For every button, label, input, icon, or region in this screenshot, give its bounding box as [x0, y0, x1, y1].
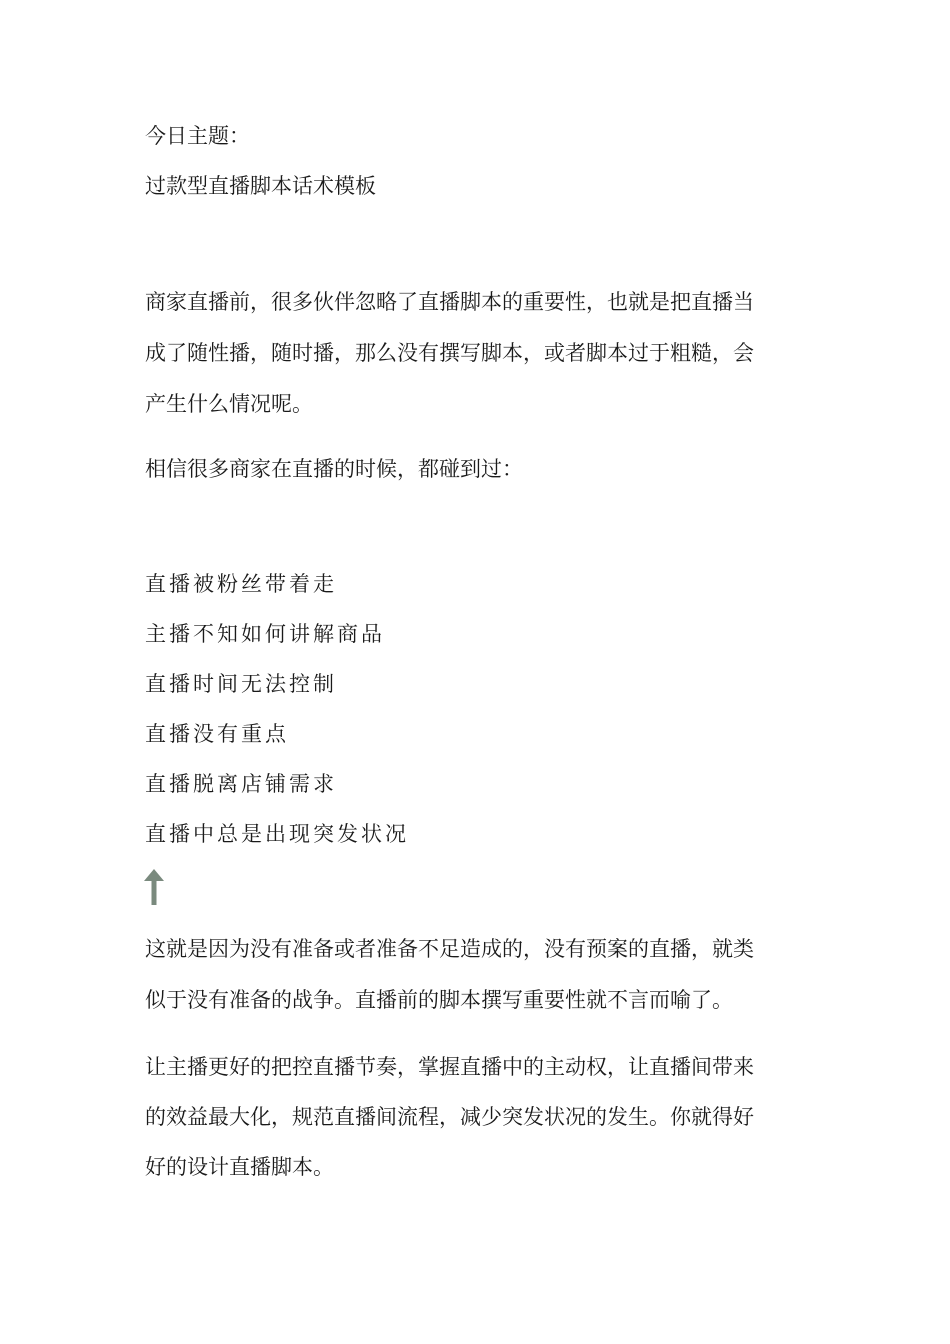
problem-item: 直播没有重点 — [145, 722, 289, 746]
problem-item: 主播不知如何讲解商品 — [145, 622, 385, 646]
conclusion-paragraph-line: 好的设计直播脚本。 — [145, 1155, 334, 1179]
intro-paragraph-line: 产生什么情况呢。 — [145, 392, 313, 416]
problem-item: 直播时间无法控制 — [145, 672, 337, 696]
up-arrow-icon — [142, 868, 166, 906]
problem-item: 直播中总是出现突发状况 — [145, 822, 409, 846]
intro-paragraph-line: 成了随性播，随时播，那么没有撰写脚本，或者脚本过于粗糙，会 — [145, 341, 754, 365]
intro-paragraph-line: 商家直播前，很多伙伴忽略了直播脚本的重要性，也就是把直播当 — [145, 290, 754, 314]
conclusion-paragraph-line: 的效益最大化，规范直播间流程，减少突发状况的发生。你就得好 — [145, 1105, 754, 1129]
topic-label: 今日主题： — [145, 124, 250, 148]
problem-item: 直播被粉丝带着走 — [145, 572, 337, 596]
conclusion-paragraph-line: 让主播更好的把控直播节奏，掌握直播中的主动权，让直播间带来 — [145, 1055, 754, 1079]
conclusion-paragraph-line: 似于没有准备的战争。直播前的脚本撰写重要性就不言而喻了。 — [145, 988, 733, 1012]
intro-lead-in: 相信很多商家在直播的时候，都碰到过： — [145, 457, 523, 481]
topic-title: 过款型直播脚本话术模板 — [145, 174, 376, 198]
conclusion-paragraph-line: 这就是因为没有准备或者准备不足造成的，没有预案的直播，就类 — [145, 937, 754, 961]
problem-item: 直播脱离店铺需求 — [145, 772, 337, 796]
